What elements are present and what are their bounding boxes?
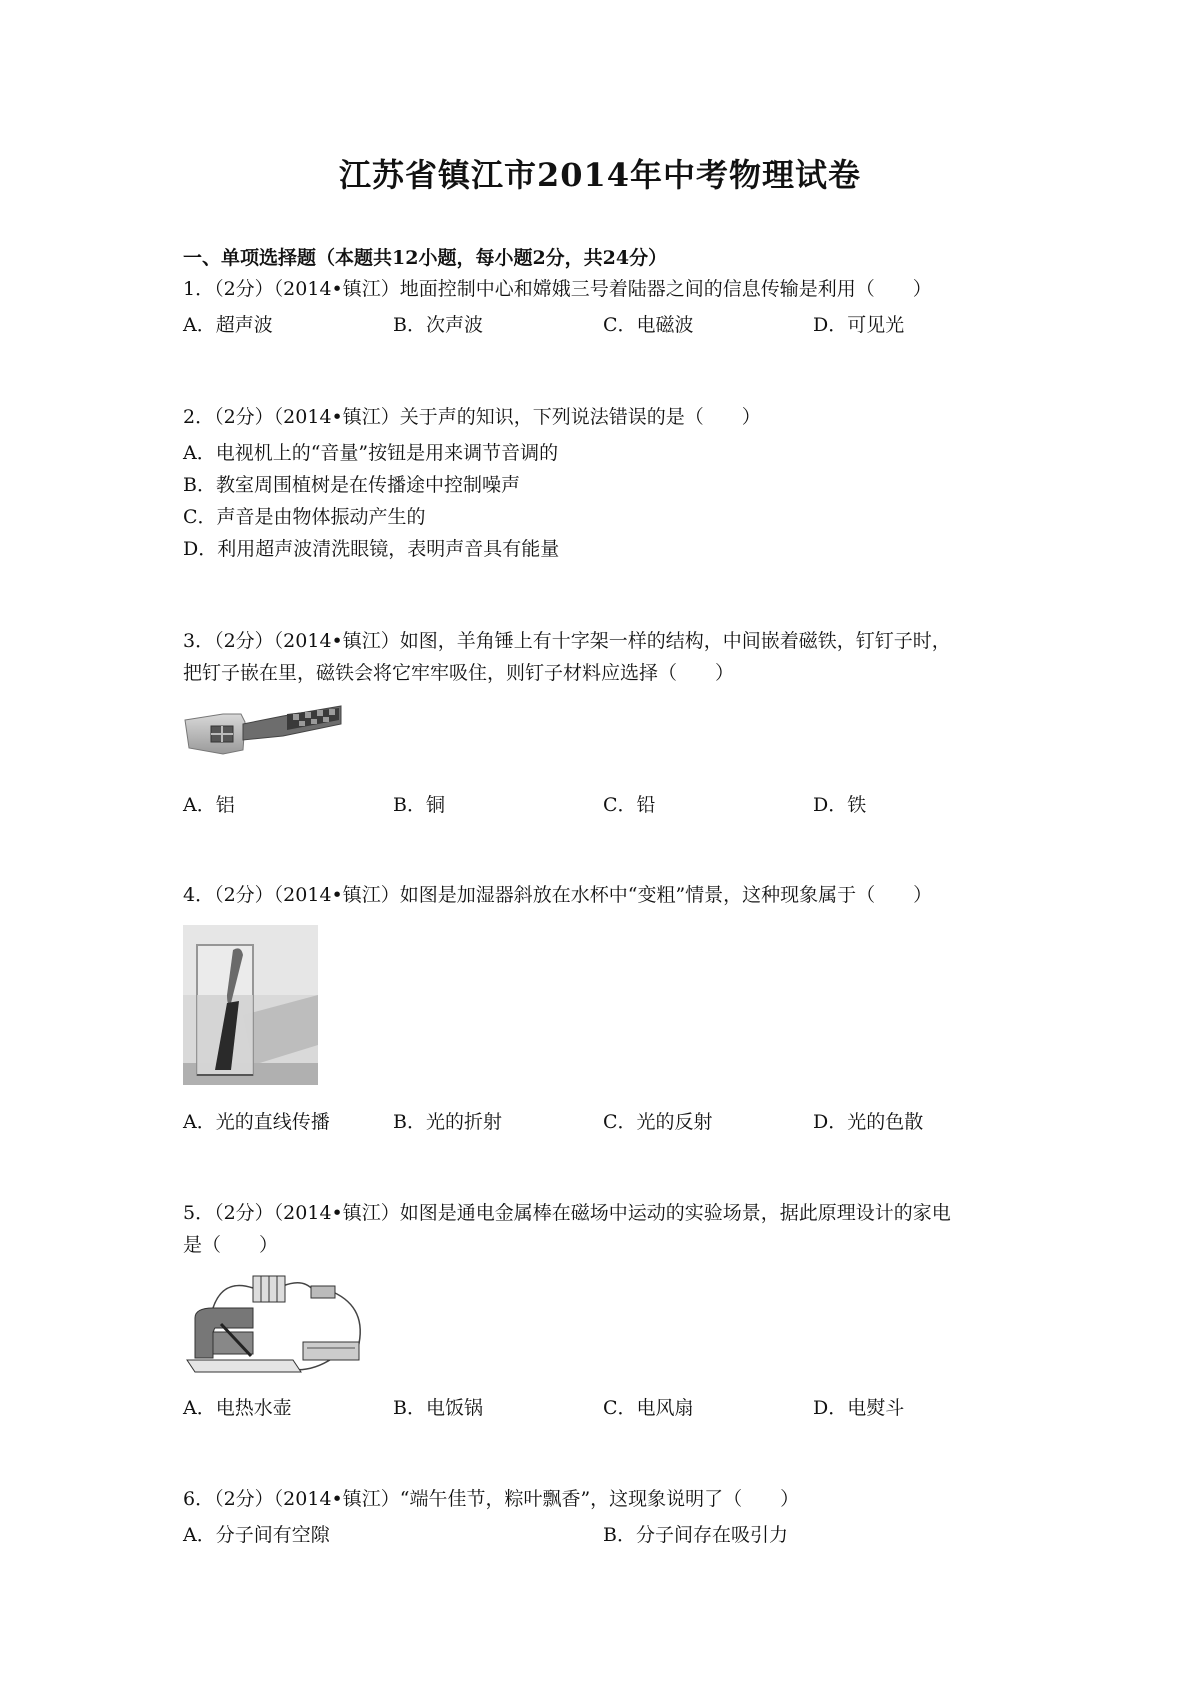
question-2-option-c: C．声音是由物体振动产生的 [183, 506, 426, 528]
question-6-option-a: A．分子间有空隙 [183, 1524, 330, 1546]
question-1-stem: 1．（2分）（2014•镇江）地面控制中心和嫦娥三号着陆器之间的信息传输是利用（ ） [183, 278, 932, 300]
question-1-option-d: D．可见光 [813, 314, 905, 336]
question-3-option-b: B．铜 [393, 794, 445, 816]
question-3-stem-line1: 3．（2分）（2014•镇江）如图，羊角锤上有十字架一样的结构，中间嵌着磁铁，钉钉子时， [183, 630, 951, 652]
question-3-option-d: D．铁 [813, 794, 867, 816]
humidifier-in-cup-image [183, 925, 318, 1085]
question-2-stem: 2．（2分）（2014•镇江）关于声的知识，下列说法错误的是（ ） [183, 406, 761, 428]
question-1-option-b: B．次声波 [393, 314, 483, 336]
hammer-image [183, 700, 343, 760]
question-2-option-a: A．电视机上的“音量”按钮是用来调节音调的 [183, 442, 559, 464]
humidifier-figure [183, 925, 318, 1085]
question-2-option-d: D．利用超声波清洗眼镜，表明声音具有能量 [183, 538, 560, 560]
question-2-option-b: B．教室周围植树是在传播途中控制噪声 [183, 474, 520, 496]
question-5-stem-line1: 5．（2分）（2014•镇江）如图是通电金属棒在磁场中运动的实验场景，据此原理设计的家电 [183, 1202, 951, 1224]
question-4-option-a: A．光的直线传播 [183, 1111, 330, 1133]
circuit-experiment-image [183, 1268, 373, 1380]
question-4-option-d: D．光的色散 [813, 1111, 924, 1133]
question-5-stem-line2: 是（ ） [183, 1234, 279, 1256]
question-1-option-a: A．超声波 [183, 314, 273, 336]
question-4-stem: 4．（2分）（2014•镇江）如图是加湿器斜放在水杯中“变粗”情景，这种现象属于（ ） [183, 884, 933, 906]
question-3-stem-line2: 把钉子嵌在里，磁铁会将它牢牢吸住，则钉子材料应选择（ ） [183, 662, 735, 684]
question-5-option-c: C．电风扇 [603, 1397, 694, 1419]
question-3-option-c: C．铅 [603, 794, 656, 816]
question-6-option-b: B．分子间存在吸引力 [603, 1524, 788, 1546]
question-4-option-b: B．光的折射 [393, 1111, 502, 1133]
question-3-option-a: A．铝 [183, 794, 235, 816]
question-6-stem: 6．（2分）（2014•镇江）“端午佳节，粽叶飘香”，这现象说明了（ ） [183, 1488, 800, 1510]
question-5-option-b: B．电饭锅 [393, 1397, 483, 1419]
page-title: 江苏省镇江市2014年中考物理试卷 [338, 156, 862, 194]
hammer-figure [183, 700, 343, 760]
question-1-option-c: C．电磁波 [603, 314, 694, 336]
magnet-circuit-figure [183, 1268, 373, 1380]
question-4-option-c: C．光的反射 [603, 1111, 713, 1133]
section-heading: 一、单项选择题（本题共12小题，每小题2分，共24分） [183, 247, 668, 269]
question-5-option-a: A．电热水壶 [183, 1397, 292, 1419]
question-5-option-d: D．电熨斗 [813, 1397, 905, 1419]
